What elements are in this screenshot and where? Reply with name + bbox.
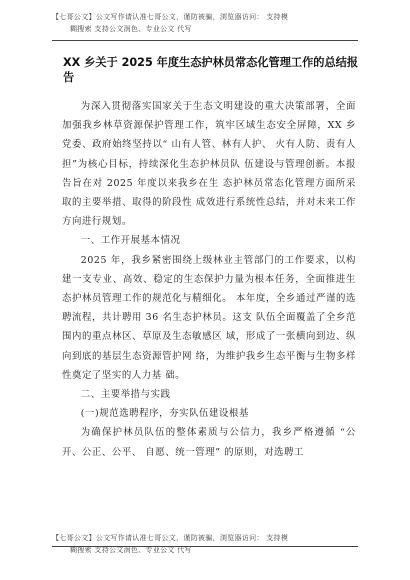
page-header: [52, 11, 372, 35]
header-line-1: 【七哥公文】公文写作请认准七哥公文，谨防被骗，浏览器访问： 支持模: [52, 13, 289, 21]
subsection-heading-1: (一)规范选聘程序，夯实队伍建设根基: [80, 408, 249, 420]
page-footer: [52, 532, 372, 556]
intro-paragraph: 为深入贯彻落实国家关于生态文明建设的重大决策部署，全面加强我乡林草资源保护管理工作，筑牢区域生态安全屏障，XX 乡党委、政府始终坚持以“ 山有人管、林有人护、 火有人防、责有人担”为核心目标，持续深化生态护林员队 伍建设与管理创新。本报告旨在对 2025 年度以来我乡在生 态护林员常态化管理方面所采取的主要举措、取得的阶段性 成效进行系统性总结，并对未来工作方向进行规划。: [62, 101, 356, 228]
section-heading-2: 二、主要举措与实践: [80, 389, 171, 401]
document-body: [62, 97, 356, 462]
footer-line-1: 【七哥公文】公文写作请认准七哥公文，谨防被骗，浏览器访问： 支持模: [52, 534, 289, 542]
header-rule: [52, 40, 358, 41]
section-heading-1: 一、工作开展基本情况: [80, 235, 181, 247]
document-title: XX 乡关于 2025 年度生态护林员常态化管理工作的总结报告: [63, 56, 359, 84]
footer-rule: [52, 546, 358, 547]
header-line-2: 糊搜索 支持公文润色、专业公文 代写: [70, 25, 192, 33]
body-paragraph: 为确保护林员队伍的整体素质与公信力，我乡严格遵循 “公开、公正、公平、 自愿、统一管理” 的原则，对选聘工: [62, 427, 356, 458]
body-paragraph: 2025 年，我乡紧密围绕上级林业主管部门的工作要求，以构建一支专业、高效、稳定的生态保护力量为根本任务，全面推进生态护林员管理工作的规范化与精细化。 本年度，全乡通过严谨的选聘流程，共计聘用 36 名生态护林员。这支 队伍全面覆盖了全乡范围内的重点林区、草原及生态敏感区 域，形成了一张横向到边、纵向到底的基层生态资源管护网 络，为维护我乡生态平衡与生物多样性奠定了坚实的人力基 础。: [62, 254, 356, 381]
footer-line-2: 糊搜索 支持公文润色、专业公文 代写: [70, 546, 192, 554]
